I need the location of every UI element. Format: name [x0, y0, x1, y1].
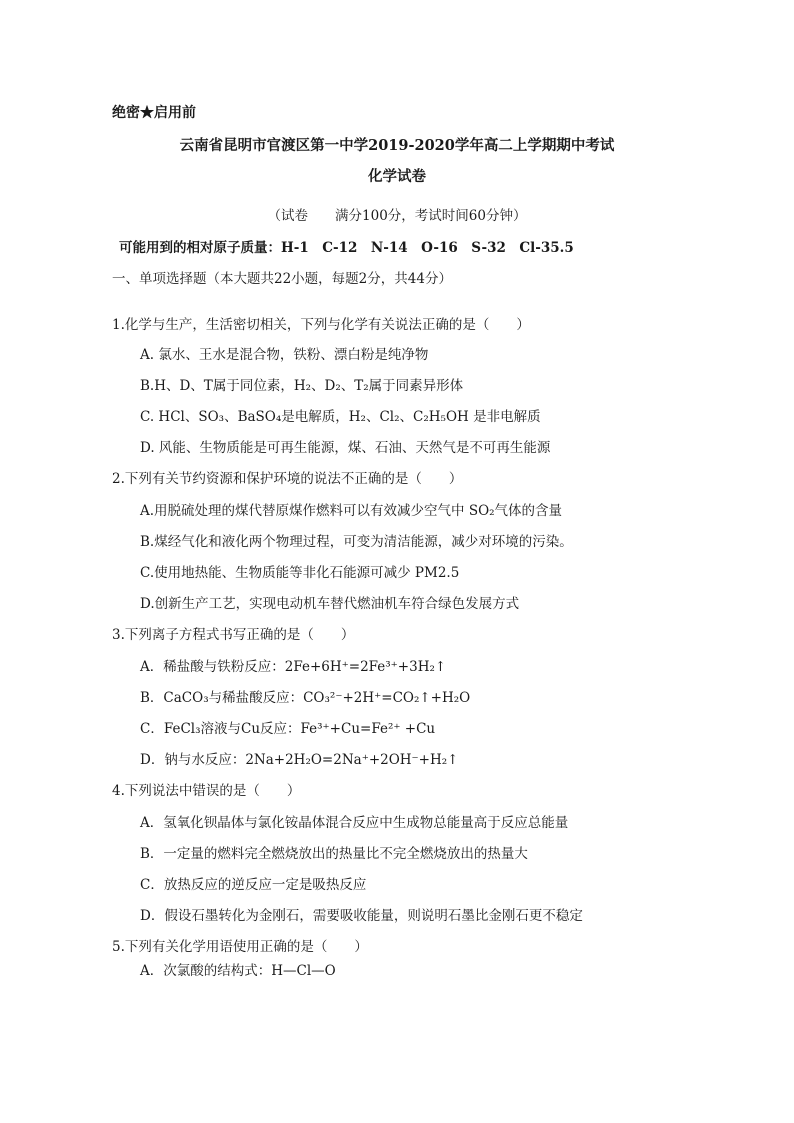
exam-info: （试卷 满分100分，考试时间60分钟） — [267, 208, 527, 224]
question-stem: 2.下列有关节约资源和保护环境的说法不正确的是（ ） — [112, 471, 463, 487]
confidential-label: 绝密★启用前 — [112, 105, 196, 121]
question-stem: 1.化学与生产，生活密切相关，下列与化学有关说法正确的是（ ） — [112, 317, 530, 333]
question-option: C．FeCl₃溶液与Cu反应：Fe³⁺+Cu=Fe²⁺ +Cu — [140, 721, 436, 737]
page-title: 云南省昆明市官渡区第一中学2019-2020学年高二上学期期中考试 — [179, 137, 615, 154]
question-option: B．一定量的燃料完全燃烧放出的热量比不完全燃烧放出的热量大 — [140, 846, 528, 862]
question-option: B.H、D、T属于同位素，H₂、D₂、T₂属于同素异形体 — [140, 378, 464, 394]
question-option: D．钠与水反应：2Na+2H₂O=2Na⁺+2OH⁻+H₂↑ — [140, 752, 459, 768]
question-stem: 3.下列离子方程式书写正确的是（ ） — [112, 627, 355, 643]
question-option: C. HCl、SO₃、BaSO₄是电解质，H₂、Cl₂、C₂H₅OH 是非电解质 — [140, 409, 541, 425]
question-option: A.用脱硫处理的煤代替原煤作燃料可以有效减少空气中 SO₂气体的含量 — [140, 503, 563, 519]
page-subtitle: 化学试卷 — [368, 168, 426, 185]
question-stem: 4.下列说法中错误的是（ ） — [112, 783, 301, 799]
question-option: D. 风能、生物质能是可再生能源，煤、石油、天然气是不可再生能源 — [140, 440, 551, 456]
question-option: C．放热反应的逆反应一定是吸热反应 — [140, 877, 367, 893]
question-option: A．稀盐酸与铁粉反应：2Fe+6H⁺=2Fe³⁺+3H₂↑ — [140, 659, 447, 675]
question-option: A. 氯水、王水是混合物，铁粉、漂白粉是纯净物 — [140, 347, 429, 363]
question-stem: 5.下列有关化学用语使用正确的是（ ） — [112, 939, 368, 955]
section-title: 一、单项选择题（本大题共22小题，每题2分，共44分） — [112, 271, 452, 287]
question-option: D．假设石墨转化为金刚石，需要吸收能量，则说明石墨比金刚石更不稳定 — [140, 908, 583, 924]
question-option: C.使用地热能、生物质能等非化石能源可减少 PM2.5 — [140, 565, 460, 581]
question-option: A．次氯酸的结构式：H—Cl—O — [140, 963, 336, 979]
question-option: B.煤经气化和液化两个物理过程，可变为清洁能源，减少对环境的污染。 — [140, 534, 573, 550]
question-option: A．氢氧化钡晶体与氯化铵晶体混合反应中生成物总能量高于反应总能量 — [140, 815, 569, 831]
question-option: D.创新生产工艺，实现电动机车替代燃油机车符合绿色发展方式 — [140, 596, 520, 612]
question-option: B．CaCO₃与稀盐酸反应：CO₃²⁻+2H⁺=CO₂↑+H₂O — [140, 690, 471, 706]
atomic-masses: 可能用到的相对原子质量：H-1 C-12 N-14 O-16 S-32 Cl-35.5 — [119, 240, 574, 256]
